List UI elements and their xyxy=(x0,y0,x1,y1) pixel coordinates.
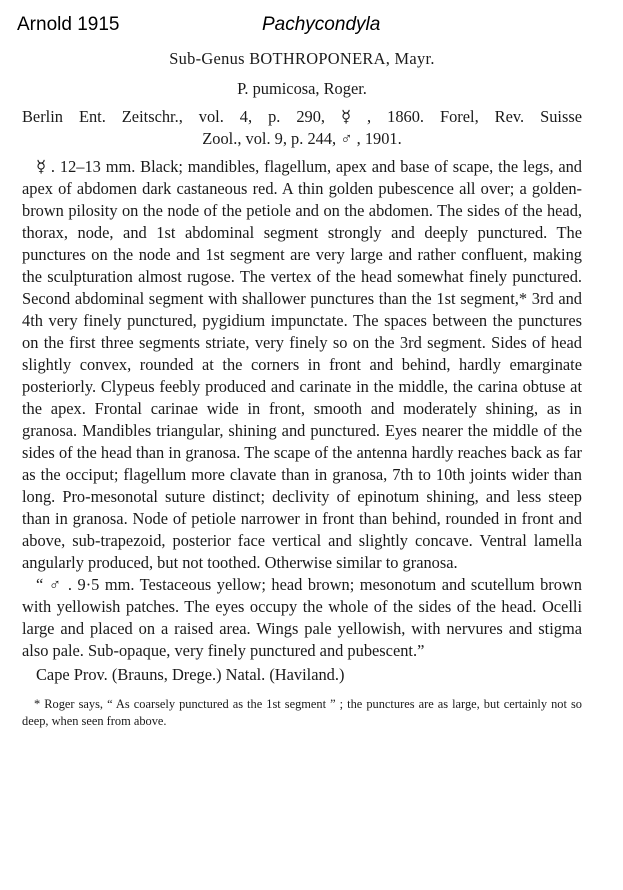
header-author-year: Arnold 1915 xyxy=(17,14,120,35)
header-genus: Pachycondyla xyxy=(262,14,381,35)
worker-description: ☿ . 12–13 mm. Black; mandibles, flagellum, apex and base of scape, the legs, and apex of abdomen dark castaneous red. A thin golden pubescence all over; a golden-brown pilosity on the node of the petiole and on the abdomen. The sides of the head, thorax, node, and 1st abdominal segment strongly and deeply punctured. The punctures on the node and 1st segment are very large and rather confluent, making the sculpturation almost rugose. The vertex of the head somewhat finely punctured. Second abdominal segment with shallower punctures than the 1st segment,* 3rd and 4th very finely punctured, pygidium impunctate. The spaces between the punctures on the first three segments striate, very finely so on the 3rd segment. Sides of head slightly convex, rounded at the corners in front and behind, hardly emarginate posteriorly. Clypeus feebly produced and carinate in the middle, the carina obtuse at the apex. Frontal carinae wide in front, smooth and moderately shining, as in granosa. Mandibles triangular, shining and punctured. Eyes nearer the middle of the sides of the head than in granosa. The scape of the antenna hardly reaches back as far as the occiput; flagellum more clavate than in granosa, 7th to 10th joints wider than long. Pro-mesonotal suture distinct; declivity of epinotum shining, and less steep than in granosa. Node of petiole narrower in front than behind, rounded in front and above, sub-trapezoid, posterior face vertical and slightly concave. Ventral lamella angularly produced, but not toothed. Otherwise similar to granosa. xyxy=(22,157,582,572)
footnote: * Roger says, “ As coarsely punctured as the 1st segment ” ; the punctures are as large, but certainly not so deep, when seen from above. xyxy=(22,697,582,728)
locality-line: Cape Prov. (Brauns, Drege.) Natal. (Haviland.) xyxy=(36,665,345,684)
male-description: “ ♂ . 9·5 mm. Testaceous yellow; head brown; mesonotum and scutellum brown with yellowish patches. The eyes occupy the whole of the sides of the head. Ocelli large and placed on a raised area. Wings pale yellowish, with nervures and stigma also pale. Sub-opaque, very finely punctured and pubescent.” xyxy=(22,575,582,660)
reference-line-1: Berlin Ent. Zeitschr., vol. 4, p. 290, ☿ , 1860. Forel, Rev. Suisse xyxy=(22,107,582,126)
species-heading: P. pumicosa, Roger. xyxy=(237,79,367,98)
subgenus-heading: Sub-Genus BOTHROPONERA, Mayr. xyxy=(169,49,435,68)
document-page xyxy=(22,48,582,730)
reference-line-2: Zool., vol. 9, p. 244, ♂ , 1901. xyxy=(202,129,402,148)
